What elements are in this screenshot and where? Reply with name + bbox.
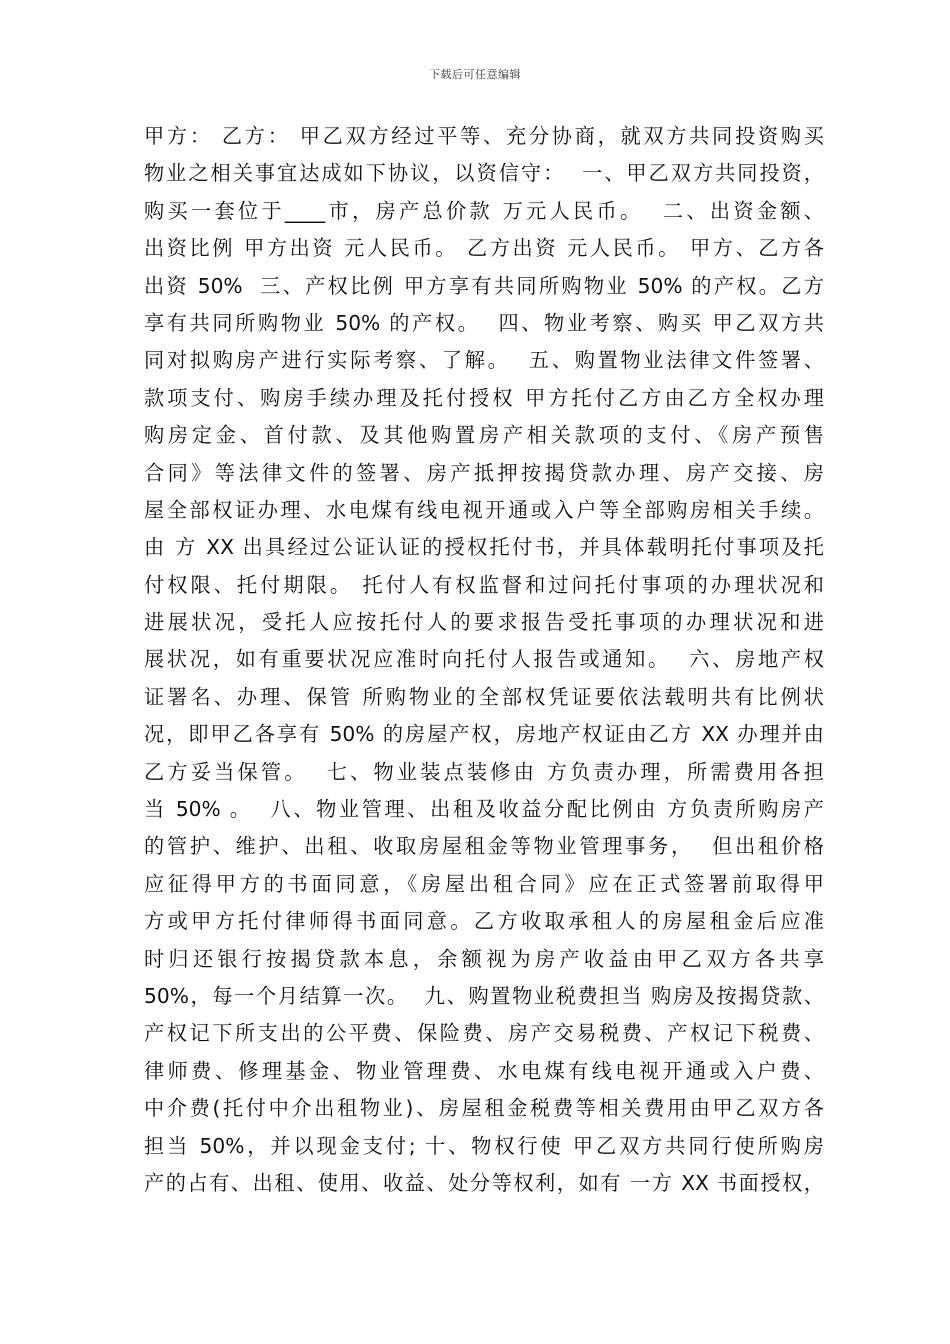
text-line: 展状况，如有重要状况应准时向托付人报告或通知。 六、房地产权	[144, 647, 824, 672]
text-line: 应征得甲方的书面同意，《房屋出租合同》应在正式签署前取得甲	[144, 871, 824, 896]
text-line: 产权记下所支出的公平费、保险费、房产交易税费、产权记下税费、	[144, 1021, 824, 1046]
text-line: 出资比例 甲方出资 元人民币。 乙方出资 元人民币。 甲方、乙方各	[144, 236, 824, 261]
page-header-note: 下载后可任意编辑	[429, 68, 521, 81]
text-line: 产的占有、出租、使用、收益、处分等权利，如有 一方 XX 书面授权，	[144, 1170, 824, 1195]
text-line: 购买一套位于____市，房产总价款 万元人民币。 二、出资金额、	[144, 198, 824, 223]
text-line: 的管护、维护、出租、收取房屋租金等物业管理事务， 但出租价格	[144, 834, 824, 859]
text-line: 甲方： 乙方： 甲乙双方经过平等、充分协商，就双方共同投资购买	[144, 124, 824, 148]
text-line: 进展状况，受托人应按托付人的要求报告受托事项的办理状况和进	[144, 610, 824, 635]
text-line: 乙方妥当保管。 七、物业装点装修由 方负责办理，所需费用各担	[144, 759, 824, 784]
text-line: 律师费、修理基金、物业管理费、水电煤有线电视开通或入户费、	[144, 1058, 824, 1083]
text-line: 50%，每一个月结算一次。 九、购置物业税费担当 购房及按揭贷款、	[144, 983, 824, 1008]
text-line: 物业之相关事宜达成如下协议，以资信守： 一、甲乙双方共同投资，	[144, 161, 824, 186]
text-line: 款项支付、购房手续办理及托付授权 甲方托付乙方由乙方全权办理	[144, 385, 824, 410]
text-line: 由 方 XX 出具经过公证认证的授权托付书，并具体载明托付事项及托	[144, 535, 824, 560]
text-line: 时归还银行按揭贷款本息，余额视为房产收益由甲乙双方各共享	[144, 946, 824, 971]
text-line: 屋全部权证办理、水电煤有线电视开通或入户等全部购房相关手续。	[144, 497, 824, 522]
text-line: 况，即甲乙各享有 50% 的房屋产权，房地产权证由乙方 XX 办理并由	[144, 722, 824, 747]
text-line: 中介费(托付中介出租物业)、房屋租金税费等相关费用由甲乙双方各	[144, 1096, 824, 1121]
text-line: 合同》等法律文件的签署、房产抵押按揭贷款办理、房产交接、房	[144, 460, 824, 485]
text-line: 担当 50%，并以现金支付; 十、物权行使 甲乙双方共同行使所购房	[144, 1133, 824, 1158]
text-line: 购房定金、首付款、及其他购置房产相关款项的支付、《房产预售	[144, 423, 824, 448]
text-line: 方或甲方托付律师得书面同意。乙方收取承租人的房屋租金后应准	[144, 909, 824, 934]
text-line: 付权限、托付期限。 托付人有权监督和过问托付事项的办理状况和	[144, 572, 824, 597]
text-line: 同对拟购房产进行实际考察、了解。 五、购置物业法律文件签署、	[144, 348, 824, 373]
document-body	[144, 118, 824, 1202]
text-line: 出资 50% 三、产权比例 甲方享有共同所购物业 50% 的产权。乙方	[144, 273, 824, 298]
text-line: 证署名、办理、保管 所购物业的全部权凭证要依法载明共有比例状	[144, 684, 824, 709]
text-line: 当 50% 。 八、物业管理、出租及收益分配比例由 方负责所购房产	[144, 797, 824, 822]
text-line: 享有共同所购物业 50% 的产权。 四、物业考察、购买 甲乙双方共	[144, 310, 824, 335]
